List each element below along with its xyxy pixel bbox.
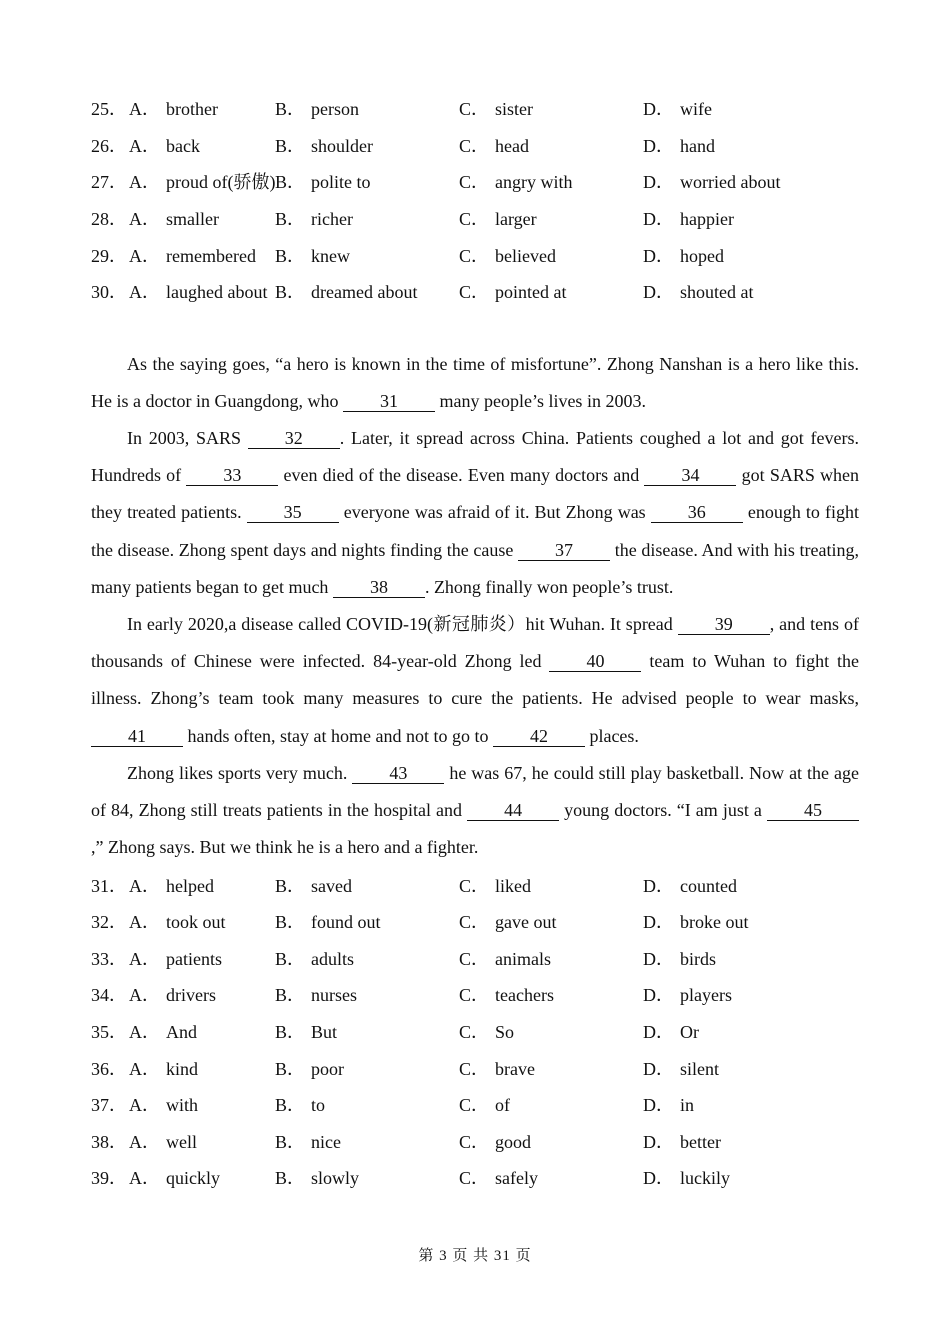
option-a[interactable] [129,1091,275,1117]
option-text: gave out [495,912,557,933]
option-text: knew [311,245,351,266]
option-d[interactable] [643,1055,843,1081]
blank-42: 42 [493,726,585,747]
option-d[interactable] [643,1128,843,1154]
option-text: birds [680,948,716,969]
question-row [91,127,859,164]
passage-text: enough to fight the disease. Zhong spent days and nights finding the cause [91,502,859,560]
option-letter: A． [129,99,160,120]
option-b[interactable] [275,981,459,1007]
passage-paragraph-3 [91,606,859,755]
question-number: 30． [91,282,127,303]
option-b[interactable] [275,95,459,121]
question-number: 35． [91,1022,127,1043]
passage-text: , and tens of thousands of Chinese were infected. 84-year-old Zhong led [91,613,859,672]
option-text: And [166,1022,197,1043]
option-text: hoped [680,245,724,266]
option-c[interactable] [459,242,643,268]
option-a[interactable] [129,205,275,231]
option-text: smaller [166,209,219,230]
option-letter: C． [459,948,490,969]
option-text: wife [680,99,712,120]
option-text: silent [680,1058,719,1079]
option-letter: A． [129,245,160,266]
option-c[interactable] [459,132,643,158]
option-letter: B． [275,245,306,266]
question-number: 38． [91,1131,127,1152]
option-letter: D． [643,172,674,193]
option-letter: A． [129,135,160,156]
option-text: of [495,1095,511,1116]
question-row [91,1086,859,1123]
passage-text: In early 2020,a disease called COVID-19(新冠肺炎）hit Wuhan. It spread [127,613,678,634]
option-d[interactable] [643,908,843,934]
option-a[interactable] [129,1128,275,1154]
option-text: helped [166,875,214,896]
passage-text: team to Wuhan to fight the illness. Zhong’s team took many measures to cure the patients. He advised people to wear masks, [91,651,859,709]
option-text: saved [311,875,352,896]
option-c[interactable] [459,981,643,1007]
blank-41: 41 [91,726,183,747]
passage-text: In 2003, SARS [127,427,248,448]
option-text: kind [166,1058,199,1079]
option-letter: A． [129,1168,160,1189]
question-row [91,866,859,903]
question-row [91,200,859,237]
option-text: nurses [311,985,358,1006]
option-text: took out [166,912,226,933]
passage-paragraph-4 [91,755,859,867]
option-letter: C． [459,282,490,303]
option-d[interactable] [643,242,843,268]
reading-passage [91,346,859,867]
option-text: proud of(骄傲) [166,172,276,193]
option-a[interactable] [129,1055,275,1081]
option-letter: D． [643,1095,674,1116]
option-text: Or [680,1022,699,1043]
option-b[interactable] [275,1018,459,1044]
option-letter: C． [459,1058,490,1079]
option-text: to [311,1095,326,1116]
option-letter: D． [643,875,674,896]
option-b[interactable] [275,872,459,898]
blank-36: 36 [651,502,743,523]
option-text: person [311,99,360,120]
option-d[interactable] [643,205,843,231]
option-letter: B． [275,948,306,969]
question-row [91,1159,859,1196]
option-letter: B． [275,1095,306,1116]
blank-38: 38 [333,577,425,598]
blank-43: 43 [352,763,444,784]
option-d[interactable] [643,981,843,1007]
passage-text: . Later, it spread across China. Patients coughed a lot and got fevers. Hundreds of [91,427,859,486]
option-letter: B． [275,875,306,896]
option-letter: D． [643,282,674,303]
blank-35: 35 [247,502,339,523]
option-letter: D． [643,912,674,933]
page-footer: 第 3 页 共 31 页 [418,1248,532,1264]
option-letter: D． [643,1131,674,1152]
option-text: liked [495,875,532,896]
option-letter: C． [459,912,490,933]
option-letter: D． [643,99,674,120]
option-letter: A． [129,1131,160,1152]
option-letter: B． [275,1058,306,1079]
option-text: good [495,1131,532,1152]
question-number: 37． [91,1095,127,1116]
option-b[interactable] [275,132,459,158]
option-c[interactable] [459,872,643,898]
blank-32: 32 [248,428,340,449]
option-b[interactable] [275,278,459,304]
option-d[interactable] [643,1018,843,1044]
option-text: counted [680,875,737,896]
option-text: remembered [166,245,256,266]
option-letter: A． [129,209,160,230]
option-text: hand [680,135,715,156]
option-c[interactable] [459,1128,643,1154]
question-number: 26． [91,135,127,156]
option-a[interactable] [129,872,275,898]
question-number: 27． [91,172,127,193]
option-letter: B． [275,1168,306,1189]
option-letter: A． [129,985,160,1006]
option-b[interactable] [275,1055,459,1081]
question-row [91,236,859,273]
option-b[interactable] [275,1164,459,1190]
option-c[interactable] [459,1164,643,1190]
blank-39: 39 [678,614,770,635]
option-b[interactable] [275,168,459,194]
option-text: believed [495,245,556,266]
option-text: safely [495,1168,538,1189]
option-letter: C． [459,135,490,156]
passage-text: ,” Zhong says. But we think he is a hero and a fighter. [91,837,479,858]
option-c[interactable] [459,1091,643,1117]
option-letter: A． [129,1022,160,1043]
option-c[interactable] [459,1055,643,1081]
option-letter: B． [275,912,306,933]
option-d[interactable] [643,945,843,971]
option-text: back [166,135,200,156]
question-number: 39． [91,1168,127,1189]
passage-text: got SARS when they treated patients. [91,465,860,523]
option-a[interactable] [129,1018,275,1044]
option-c[interactable] [459,908,643,934]
option-text: well [166,1131,197,1152]
question-number: 34． [91,985,127,1006]
option-d[interactable] [643,1164,843,1190]
passage-text: young doctors. “I am just a [559,800,767,820]
option-c[interactable] [459,1018,643,1044]
option-letter: C． [459,1168,490,1189]
option-text: luckily [680,1168,730,1189]
passage-text: even died of the disease. Even many doctors and [278,465,645,486]
option-letter: D． [643,245,674,266]
passage-text: As the saying goes, “a hero is known in the time of misfortune”. Zhong Nanshan is a hero like this. He is a doctor in Guangdong, who [91,353,859,411]
blank-33: 33 [186,465,278,486]
option-b[interactable] [275,205,459,231]
option-letter: B． [275,1131,306,1152]
option-d[interactable] [643,95,843,121]
option-letter: B． [275,135,306,156]
option-letter: A． [129,875,160,896]
option-letter: B． [275,172,306,193]
option-letter: C． [459,985,490,1006]
option-letter: A． [129,1095,160,1116]
passage-text: everyone was afraid of it. But Zhong was [338,502,651,523]
option-c[interactable] [459,278,643,304]
option-letter: D． [643,135,674,156]
option-b[interactable] [275,242,459,268]
option-text: players [680,985,732,1006]
option-a[interactable] [129,278,275,304]
option-text: broke out [680,912,749,933]
option-b[interactable] [275,1128,459,1154]
option-letter: D． [643,1168,674,1189]
option-text: head [495,135,529,156]
option-text: richer [311,209,353,230]
option-text: brother [166,99,218,120]
option-a[interactable] [129,945,275,971]
option-letter: C． [459,875,490,896]
option-a[interactable] [129,132,275,158]
option-letter: A． [129,282,160,303]
passage-paragraph-2 [91,420,859,606]
question-number: 36． [91,1058,127,1079]
option-text: dreamed about [311,282,418,303]
option-text: poor [311,1058,345,1079]
option-a[interactable] [129,1164,275,1190]
option-text: with [166,1095,199,1116]
option-c[interactable] [459,945,643,971]
option-letter: C． [459,1022,490,1043]
blank-34: 34 [644,465,736,486]
option-text: patients [166,948,222,969]
option-text: quickly [166,1168,220,1189]
option-text: nice [311,1131,341,1152]
option-text: in [680,1095,695,1116]
blank-37: 37 [518,540,610,561]
option-text: better [680,1131,721,1152]
option-letter: A． [129,1058,160,1079]
question-number: 32． [91,912,127,933]
option-letter: C． [459,1095,490,1116]
option-text: brave [495,1058,535,1079]
option-letter: D． [643,1022,674,1043]
option-letter: B． [275,1022,306,1043]
question-row [91,90,859,127]
question-row [91,163,859,200]
option-d[interactable] [643,872,843,898]
option-c[interactable] [459,168,643,194]
blank-31: 31 [343,391,435,412]
option-letter: C． [459,1131,490,1152]
option-text: sister [495,99,534,120]
option-letter: D． [643,985,674,1006]
option-text: shoulder [311,135,374,156]
passage-text: the disease. And with his treating, many patients began to get much [91,539,859,597]
passage-text: hands often, stay at home and not to go to [183,725,493,746]
option-text: teachers [495,985,554,1006]
option-letter: B． [275,209,306,230]
passage-text: he was 67, he could still play basketball. Now at the age of 84, Zhong still treats patients in the hospital and [91,762,859,820]
option-text: laughed about [166,282,268,303]
question-number: 33． [91,948,127,969]
option-text: drivers [166,985,216,1006]
question-row [91,903,859,940]
option-text: So [495,1022,515,1043]
option-d[interactable] [643,168,843,194]
option-b[interactable] [275,908,459,934]
option-text: But [311,1022,338,1043]
option-a[interactable] [129,981,275,1007]
option-text: angry with [495,172,573,193]
option-letter: B． [275,985,306,1006]
question-row [91,1013,859,1050]
option-text: shouted at [680,282,754,303]
option-letter: D． [643,948,674,969]
question-number: 28． [91,209,127,230]
blank-40: 40 [549,651,641,672]
option-letter: C． [459,209,490,230]
option-text: adults [311,948,355,969]
passage-text: . Zhong finally won people’s trust. [424,576,674,597]
question-block-25-30 [91,90,859,310]
option-c[interactable] [459,205,643,231]
option-text: polite to [311,172,371,193]
option-b[interactable] [275,1091,459,1117]
question-number: 29． [91,245,127,266]
blank-45: 45 [767,800,859,821]
option-letter: C． [459,245,490,266]
question-row [91,1123,859,1160]
option-a[interactable] [129,95,275,121]
question-row [91,940,859,977]
option-letter: A． [129,948,160,969]
option-d[interactable] [643,278,843,304]
option-text: worried about [680,172,781,193]
option-letter: B． [275,99,306,120]
option-text: happier [680,209,734,230]
question-row [91,273,859,310]
question-row [91,1049,859,1086]
option-b[interactable] [275,945,459,971]
option-letter: C． [459,99,490,120]
question-row [91,976,859,1013]
option-text: animals [495,948,552,969]
option-letter: D． [643,209,674,230]
question-number: 31． [91,875,127,896]
option-text: pointed at [495,282,567,303]
passage-text: places. [584,725,639,746]
option-letter: D． [643,1058,674,1079]
question-number: 25． [91,99,127,120]
blank-44: 44 [467,800,559,821]
option-text: slowly [311,1168,360,1189]
option-letter: A． [129,172,160,193]
option-a[interactable] [129,908,275,934]
option-a[interactable] [129,168,275,194]
option-text: larger [495,209,537,230]
option-d[interactable] [643,1091,843,1117]
option-letter: A． [129,912,160,933]
passage-text: many people’s lives in 2003. [434,390,646,411]
option-a[interactable] [129,242,275,268]
option-c[interactable] [459,95,643,121]
exam-page [91,90,859,1196]
option-d[interactable] [643,132,843,158]
option-letter: C． [459,172,490,193]
passage-paragraph-1 [91,346,859,420]
option-text: found out [311,912,381,933]
question-block-31-39 [91,866,859,1195]
option-letter: B． [275,282,306,303]
passage-text: Zhong likes sports very much. [127,762,353,783]
